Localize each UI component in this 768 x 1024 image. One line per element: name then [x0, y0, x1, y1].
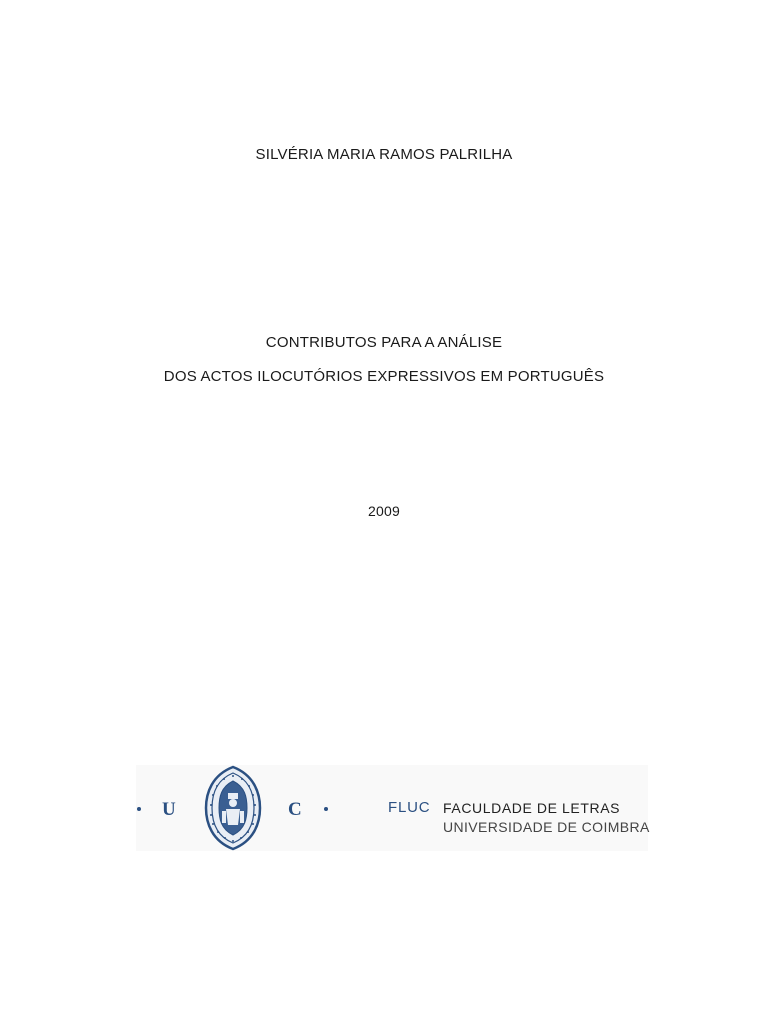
- uc-letter-u: U: [162, 799, 176, 820]
- dot-icon: [324, 807, 328, 811]
- fluc-label: FLUC: [388, 799, 431, 816]
- publication-year: 2009: [368, 503, 400, 519]
- faculty-name: FACULDADE DE LETRAS: [443, 800, 621, 816]
- author-name: SILVÉRIA MARIA RAMOS PALRILHA: [255, 146, 513, 163]
- dot-icon: [137, 807, 141, 811]
- institution-logo: [136, 765, 648, 851]
- title-line-1: CONTRIBUTOS PARA A ANÁLISE: [265, 334, 503, 351]
- university-seal-icon: [198, 765, 268, 851]
- university-name: UNIVERSIDADE DE COIMBRA: [443, 819, 650, 835]
- title-line-2: DOS ACTOS ILOCUTÓRIOS EXPRESSIVOS EM PORTUGUÊS: [163, 368, 605, 385]
- uc-letter-c: C: [288, 799, 302, 820]
